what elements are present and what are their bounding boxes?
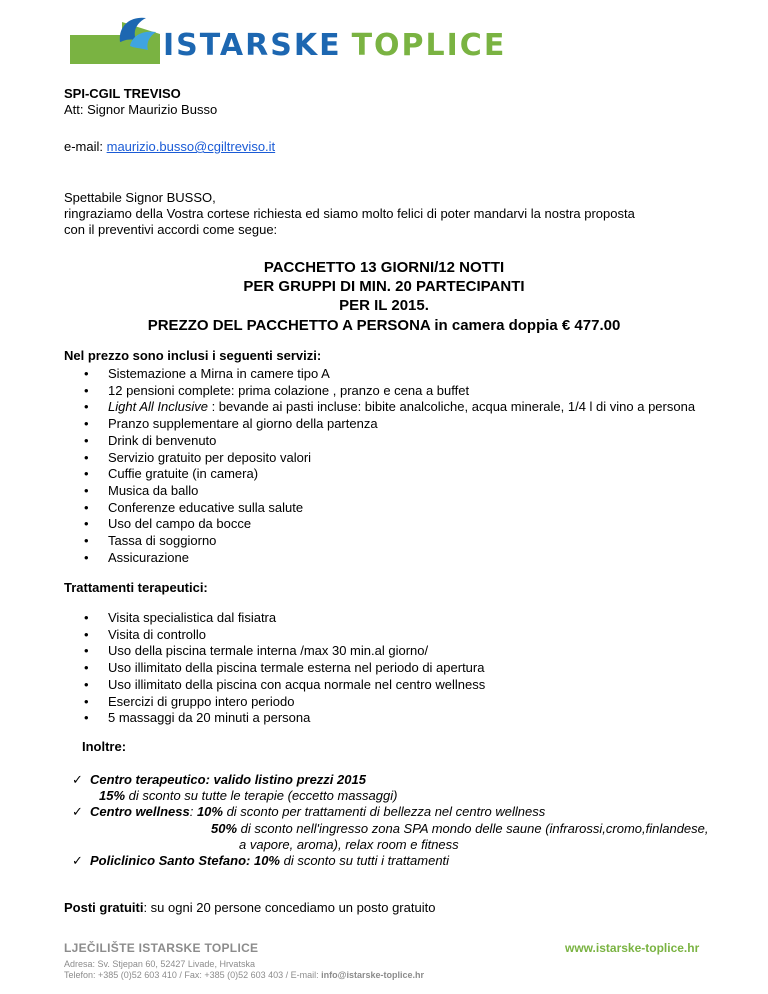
- package-group: PER GRUPPI DI MIN. 20 PARTECIPANTI: [243, 278, 525, 295]
- brand-word-toplice: TOPLICE: [351, 28, 507, 63]
- email-label: e-mail:: [64, 139, 107, 154]
- recipient-email-line: [64, 139, 275, 155]
- list-item: • Uso illimitato della piscina termale esterna nel periodo di apertura: [84, 660, 485, 677]
- recipient-attn: Att: Signor Maurizio Busso: [64, 102, 218, 117]
- footer-website-link[interactable]: www.istarske-toplice.hr: [565, 941, 700, 955]
- list-item: • 12 pensioni complete: prima colazione , pranzo e cena a buffet: [84, 383, 695, 400]
- polyclinic-title: Policlinico Santo Stefano: 10%: [90, 853, 280, 868]
- list-item: • Servizio gratuito per deposito valori: [84, 450, 695, 467]
- discount-pct: 10%: [196, 804, 223, 819]
- check-icon: ✓: [72, 772, 83, 787]
- list-item: • Assicurazione: [84, 550, 695, 567]
- check-icon: ✓: [72, 853, 83, 868]
- check-icon: ✓: [72, 804, 83, 819]
- extra-spa-cont: a vapore, aroma), relax room e fitness: [239, 837, 459, 852]
- intro-line-2: con il preventivi accordi come segue:: [64, 222, 278, 237]
- discount-pct: 15%: [99, 788, 126, 803]
- extra-polyclinic: [72, 853, 450, 869]
- light-all-inclusive-desc: : bevande ai pasti incluse: bibite analcoliche, acqua minerale, 1/4 l di vino a persona: [207, 399, 696, 415]
- free-places: [64, 900, 435, 916]
- list-item: • Uso della piscina termale interna /max 30 min.al giorno/: [84, 643, 485, 660]
- package-title: PACCHETTO 13 GIORNI/12 NOTTI: [263, 259, 505, 276]
- separator: :: [189, 804, 197, 819]
- extra-wellness: [72, 804, 546, 820]
- discount-desc: di sconto nell'ingresso zona SPA mondo delle saune (infrarossi,cromo,finlandese,: [237, 821, 709, 836]
- extra-therapy-center: [72, 772, 366, 788]
- list-item: • Pranzo supplementare al giorno della partenza: [84, 416, 695, 433]
- list-item: • Visita di controllo: [84, 627, 485, 644]
- list-item: • Uso illimitato della piscina con acqua normale nel centro wellness: [84, 677, 485, 694]
- footer-email[interactable]: info@istarske-toplice.hr: [321, 970, 424, 980]
- brand-name: [163, 28, 506, 63]
- list-item: • Esercizi di gruppo intero periodo: [84, 694, 485, 711]
- package-price: PREZZO DEL PACCHETTO A PERSONA in camera doppia € 477.00: [147, 317, 621, 334]
- recipient-org: SPI-CGIL TREVISO: [64, 86, 181, 101]
- free-places-label: Posti gratuiti: [64, 900, 144, 915]
- discount-desc: di sconto su tutte le terapie (eccetto massaggi): [125, 788, 398, 803]
- intro-line-1: ringraziamo della Vostra cortese richiesta ed siamo molto felici di poter mandarvi la nostra proposta: [64, 206, 635, 221]
- wellness-title: Centro wellness: [90, 804, 190, 819]
- brand-word-istarske: ISTARSKE: [163, 28, 342, 63]
- recipient-email-link[interactable]: maurizio.busso@cgiltreviso.it: [106, 139, 276, 154]
- discount-desc: di sconto su tutti i trattamenti: [279, 853, 450, 868]
- therapy-heading: Trattamenti terapeutici:: [64, 580, 208, 595]
- footer-contact: [64, 970, 424, 980]
- list-item: • 5 massaggi da 20 minuti a persona: [84, 710, 485, 727]
- discount-desc: di sconto per trattamenti di bellezza nel centro wellness: [222, 804, 546, 819]
- free-places-text: : su ogni 20 persone concediamo un posto gratuito: [143, 900, 436, 915]
- list-item: • Sistemazione a Mirna in camere tipo A: [84, 366, 695, 383]
- therapy-center-title: Centro terapeutico: valido listino prezzi 2015: [90, 772, 366, 787]
- extra-therapy-discount: [99, 788, 397, 804]
- light-all-inclusive-label: Light All Inclusive: [108, 399, 208, 415]
- list-item: • Cuffie gratuite (in camera): [84, 466, 695, 483]
- included-heading: Nel prezzo sono inclusi i seguenti servizi:: [64, 348, 322, 363]
- salutation: Spettabile Signor BUSSO,: [64, 190, 216, 205]
- extra-heading: Inoltre:: [82, 739, 127, 754]
- package-year: PER IL 2015.: [339, 297, 429, 314]
- list-item: • Tassa di soggiorno: [84, 533, 695, 550]
- list-item: • Conferenze educative sulla salute: [84, 500, 695, 517]
- footer-title: LJEČILIŠTE ISTARSKE TOPLICE: [64, 941, 259, 955]
- extra-spa: [211, 821, 709, 837]
- list-item: • Musica da ballo: [84, 483, 695, 500]
- discount-pct: 50%: [211, 821, 238, 836]
- list-item: • Visita specialistica dal fisiatra: [84, 610, 485, 627]
- list-item: • Uso del campo da bocce: [84, 516, 695, 533]
- footer-address: Adresa: Sv. Stjepan 60, 52427 Livade, Hrvatska: [64, 959, 255, 969]
- therapy-list: [84, 610, 485, 727]
- list-item: [84, 399, 695, 416]
- list-item: • Drink di benvenuto: [84, 433, 695, 450]
- footer-phone: Telefon: +385 (0)52 603 410 / Fax: +385 (0)52 603 403 / E-mail:: [64, 970, 322, 980]
- included-list: [84, 366, 695, 566]
